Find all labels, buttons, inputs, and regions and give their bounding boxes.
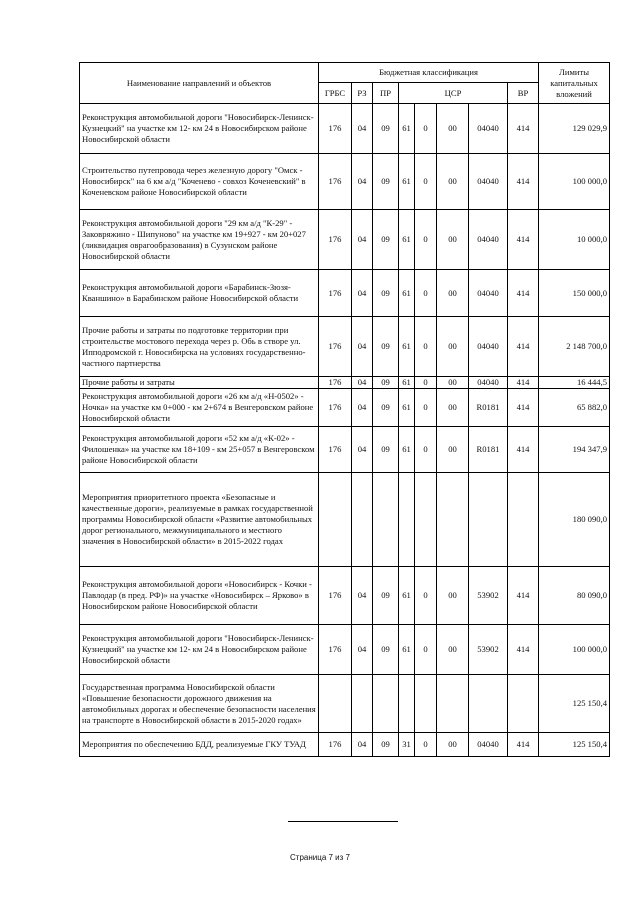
cell-pr: 09 [373, 104, 399, 154]
cell-csr1 [399, 473, 415, 567]
cell-rz: 04 [352, 567, 373, 625]
cell-vr: 414 [508, 154, 539, 210]
cell-name: Реконструкция автомобильной дороги «Новосибирск - Кочки - Павлодар (в пред. РФ)» на участке «Новосибирск – Ярково» в Новосибирском районе Новосибирской области [80, 567, 319, 625]
cell-name: Реконструкция автомобильной дороги «52 км а/д «К-02» - Филошенка» на участке км 18+109 - км 25+057 в Венгеровском районе Новосибирской области [80, 427, 319, 473]
cell-rz: 04 [352, 377, 373, 389]
cell-name: Прочие работы и затраты [80, 377, 319, 389]
cell-grbs [319, 675, 352, 733]
cell-csr2: 0 [415, 104, 437, 154]
cell-rz: 04 [352, 270, 373, 317]
header-rz: РЗ [352, 83, 373, 104]
cell-pr: 09 [373, 733, 399, 757]
cell-amount: 100 000,0 [539, 154, 610, 210]
header-limits: Лимиты капитальных вложений [539, 63, 610, 104]
cell-rz: 04 [352, 210, 373, 270]
cell-csr3: 00 [437, 567, 469, 625]
cell-grbs: 176 [319, 317, 352, 377]
cell-csr3: 00 [437, 625, 469, 675]
cell-name: Мероприятия по обеспечению БДД, реализуемые ГКУ ТУАД [80, 733, 319, 757]
cell-csr3: 00 [437, 270, 469, 317]
cell-csr1: 61 [399, 317, 415, 377]
cell-grbs: 176 [319, 427, 352, 473]
cell-vr: 414 [508, 389, 539, 427]
cell-vr: 414 [508, 625, 539, 675]
cell-csr3: 00 [437, 389, 469, 427]
table-row [80, 210, 610, 270]
table-body [80, 104, 610, 757]
cell-csr3: 00 [437, 377, 469, 389]
cell-rz [352, 675, 373, 733]
cell-amount: 65 882,0 [539, 389, 610, 427]
cell-pr: 09 [373, 567, 399, 625]
cell-vr: 414 [508, 567, 539, 625]
cell-csr2: 0 [415, 317, 437, 377]
header-vr: ВР [508, 83, 539, 104]
cell-csr1: 61 [399, 389, 415, 427]
cell-amount: 100 000,0 [539, 625, 610, 675]
cell-csr3: 00 [437, 427, 469, 473]
cell-csr3 [437, 473, 469, 567]
cell-grbs: 176 [319, 377, 352, 389]
cell-csr4: 04040 [469, 733, 508, 757]
table-row [80, 389, 610, 427]
table-row [80, 567, 610, 625]
cell-csr2: 0 [415, 270, 437, 317]
header-csr: ЦСР [399, 83, 508, 104]
header-budget-classification: Бюджетная классификация [319, 63, 539, 83]
cell-grbs: 176 [319, 104, 352, 154]
cell-csr2: 0 [415, 733, 437, 757]
header-pr: ПР [373, 83, 399, 104]
cell-pr: 09 [373, 625, 399, 675]
cell-csr4: 04040 [469, 270, 508, 317]
cell-grbs: 176 [319, 154, 352, 210]
cell-amount: 80 090,0 [539, 567, 610, 625]
cell-csr4: 04040 [469, 377, 508, 389]
cell-name: Государственная программа Новосибирской области «Повышение безопасности дорожного движения на автомобильных дорогах и обеспечение безопасности населения на транспорте в Новосибирской области в 2015-2020 годах» [80, 675, 319, 733]
cell-csr1: 31 [399, 733, 415, 757]
cell-rz: 04 [352, 427, 373, 473]
header-name: Наименование направлений и объектов [80, 63, 319, 104]
cell-csr4: 53902 [469, 567, 508, 625]
footer-divider [288, 821, 398, 822]
cell-csr4: 04040 [469, 210, 508, 270]
cell-pr [373, 473, 399, 567]
cell-grbs: 176 [319, 389, 352, 427]
cell-csr2: 0 [415, 389, 437, 427]
cell-amount: 2 148 700,0 [539, 317, 610, 377]
cell-csr1: 61 [399, 104, 415, 154]
cell-vr: 414 [508, 427, 539, 473]
cell-csr4: 04040 [469, 154, 508, 210]
table-row [80, 270, 610, 317]
cell-csr1: 61 [399, 427, 415, 473]
cell-amount: 194 347,9 [539, 427, 610, 473]
cell-csr2: 0 [415, 210, 437, 270]
cell-csr3 [437, 675, 469, 733]
cell-pr: 09 [373, 389, 399, 427]
cell-rz: 04 [352, 389, 373, 427]
table-row [80, 377, 610, 389]
cell-name: Реконструкция автомобильной дороги «Барабинск-Зюзя-Кваншино» в Барабинском районе Новосибирской области [80, 270, 319, 317]
cell-name: Реконструкция автомобильной дороги "Новосибирск-Ленинск-Кузнецкий" на участке км 12- км 24 в Новосибирском районе Новосибирской области [80, 625, 319, 675]
cell-pr: 09 [373, 270, 399, 317]
cell-name: Реконструкция автомобильной дороги "Новосибирск-Ленинск-Кузнецкий" на участке км 12- км 24 в Новосибирском районе Новосибирской области [80, 104, 319, 154]
budget-table [79, 62, 610, 757]
cell-csr2: 0 [415, 625, 437, 675]
cell-csr2: 0 [415, 154, 437, 210]
cell-grbs [319, 473, 352, 567]
cell-amount: 129 029,9 [539, 104, 610, 154]
cell-csr2: 0 [415, 377, 437, 389]
cell-csr1: 61 [399, 210, 415, 270]
cell-rz: 04 [352, 317, 373, 377]
cell-vr: 414 [508, 270, 539, 317]
cell-vr [508, 675, 539, 733]
cell-csr3: 00 [437, 210, 469, 270]
cell-csr1: 61 [399, 154, 415, 210]
cell-csr2: 0 [415, 427, 437, 473]
cell-csr3: 00 [437, 154, 469, 210]
table-row [80, 317, 610, 377]
cell-csr4: 04040 [469, 317, 508, 377]
cell-name: Строительство путепровода через железную дорогу "Омск - Новосибирск" на 6 км а/д "Коченево - совхоз Коченевский" в Коченевском районе Новосибирской области [80, 154, 319, 210]
cell-csr1 [399, 675, 415, 733]
table-row [80, 104, 610, 154]
cell-vr: 414 [508, 210, 539, 270]
cell-rz: 04 [352, 733, 373, 757]
cell-vr: 414 [508, 377, 539, 389]
cell-rz: 04 [352, 625, 373, 675]
cell-vr: 414 [508, 733, 539, 757]
cell-name: Реконструкция автомобильной дороги "29 км а/д "К-29" - Заковряжино - Шипуново" на участке км 19+927 - км 20+027 (ликвидация оврагообразования) в Сузунском районе Новосибирской области [80, 210, 319, 270]
cell-grbs: 176 [319, 270, 352, 317]
cell-rz: 04 [352, 104, 373, 154]
cell-amount: 180 090,0 [539, 473, 610, 567]
cell-grbs: 176 [319, 625, 352, 675]
cell-csr1: 61 [399, 625, 415, 675]
cell-csr4: R0181 [469, 389, 508, 427]
header-grbs: ГРБС [319, 83, 352, 104]
cell-pr: 09 [373, 317, 399, 377]
table-row [80, 473, 610, 567]
cell-grbs: 176 [319, 567, 352, 625]
cell-pr: 09 [373, 210, 399, 270]
cell-amount: 16 444,5 [539, 377, 610, 389]
cell-rz [352, 473, 373, 567]
cell-grbs: 176 [319, 733, 352, 757]
cell-csr2: 0 [415, 567, 437, 625]
page-number: Страница 7 из 7 [290, 853, 350, 862]
cell-csr4 [469, 473, 508, 567]
cell-rz: 04 [352, 154, 373, 210]
cell-pr: 09 [373, 377, 399, 389]
table-row [80, 427, 610, 473]
cell-amount: 10 000,0 [539, 210, 610, 270]
cell-csr3: 00 [437, 317, 469, 377]
cell-csr4: 53902 [469, 625, 508, 675]
table-row [80, 733, 610, 757]
cell-pr: 09 [373, 154, 399, 210]
cell-csr3: 00 [437, 733, 469, 757]
cell-name: Реконструкция автомобильной дороги «26 км а/д «Н-0502» - Ночка» на участке км 0+000 - км 2+674 в Венгеровском районе Новосибирской области [80, 389, 319, 427]
cell-csr4: 04040 [469, 104, 508, 154]
cell-name: Мероприятия приоритетного проекта «Безопасные и качественные дороги», реализуемые в рамках государственной программы Новосибирской области «Развитие автомобильных дорог регионального, межмуниципального и местного значения в Новосибирской области» в 2015-2022 годах [80, 473, 319, 567]
cell-vr [508, 473, 539, 567]
cell-amount: 125 150,4 [539, 675, 610, 733]
cell-amount: 150 000,0 [539, 270, 610, 317]
cell-csr1: 61 [399, 377, 415, 389]
cell-csr3: 00 [437, 104, 469, 154]
cell-vr: 414 [508, 317, 539, 377]
cell-name: Прочие работы и затраты по подготовке территории при строительстве мостового перехода через р. Обь в створе ул. Ипподромской г. Новосибирска на условиях государственно-частного партнерства [80, 317, 319, 377]
cell-amount: 125 150,4 [539, 733, 610, 757]
cell-pr: 09 [373, 427, 399, 473]
table-row [80, 625, 610, 675]
table-row [80, 675, 610, 733]
cell-csr1: 61 [399, 567, 415, 625]
cell-csr2 [415, 675, 437, 733]
cell-pr [373, 675, 399, 733]
cell-vr: 414 [508, 104, 539, 154]
cell-grbs: 176 [319, 210, 352, 270]
cell-csr4: R0181 [469, 427, 508, 473]
table-row [80, 154, 610, 210]
cell-csr1: 61 [399, 270, 415, 317]
cell-csr4 [469, 675, 508, 733]
cell-csr2 [415, 473, 437, 567]
